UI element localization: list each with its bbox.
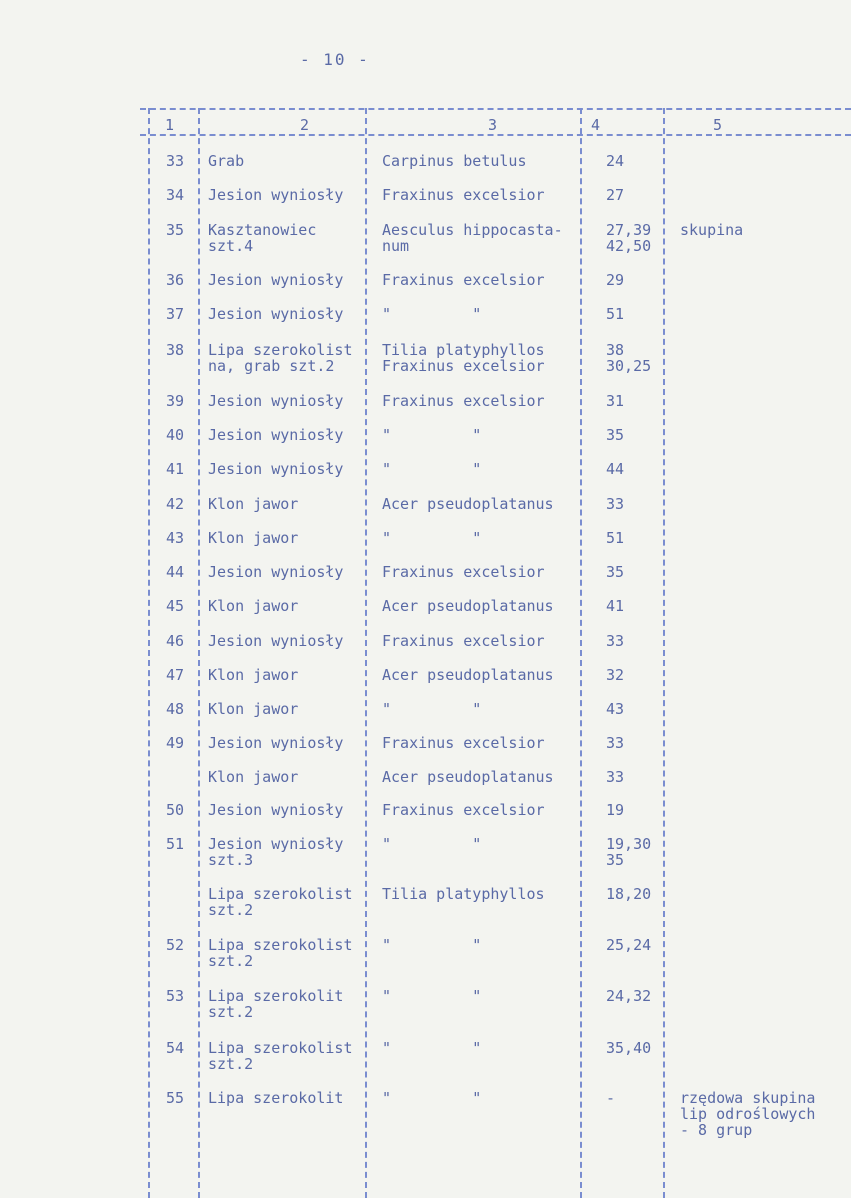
latin-name-cell: Fraxinus excelsior: [382, 186, 545, 204]
latin-name-cell: " ": [382, 835, 482, 853]
row-number-cell: 42: [165, 495, 185, 513]
common-name-cell: Jesion wyniosły: [208, 271, 344, 289]
common-name-cell: Klon jawor: [208, 768, 299, 786]
measurement-cell: 31: [606, 392, 625, 410]
row-number-cell: 38: [165, 341, 185, 359]
row-number-cell: 49: [165, 734, 185, 752]
row-number-cell: 47: [165, 666, 185, 684]
row-number-cell: 51: [165, 835, 185, 853]
latin-name-cell: " ": [382, 305, 482, 323]
measurement-cell: -: [606, 1089, 616, 1107]
latin-name-cell: Tilia platyphyllos Fraxinus excelsior: [382, 341, 545, 375]
row-number-cell: 44: [165, 563, 185, 581]
row-number-cell: 48: [165, 700, 185, 718]
latin-name-cell: " ": [382, 529, 482, 547]
column-header: 2: [300, 116, 310, 134]
row-number-cell: 52: [165, 936, 185, 954]
measurement-cell: 29: [606, 271, 625, 289]
common-name-cell: Lipa szerokolist szt.2: [208, 885, 353, 919]
common-name-cell: Klon jawor: [208, 529, 299, 547]
latin-name-cell: " ": [382, 987, 482, 1005]
common-name-cell: Lipa szerokolit: [208, 1089, 344, 1107]
measurement-cell: 43: [606, 700, 625, 718]
measurement-cell: 24,32: [606, 987, 652, 1005]
row-number-cell: 34: [165, 186, 185, 204]
row-number-cell: 43: [165, 529, 185, 547]
common-name-cell: Jesion wyniosły: [208, 734, 344, 752]
latin-name-cell: Aesculus hippocasta- num: [382, 221, 563, 255]
row-number-cell: 53: [165, 987, 185, 1005]
common-name-cell: Kasztanowiec szt.4: [208, 221, 317, 255]
column-divider: [148, 108, 150, 1198]
row-number-cell: 45: [165, 597, 185, 615]
measurement-cell: 24: [606, 152, 625, 170]
page-number: - 10 -: [300, 50, 370, 69]
row-number-cell: 54: [165, 1039, 185, 1057]
measurement-cell: 38 30,25: [606, 341, 652, 375]
common-name-cell: Lipa szerokolist szt.2: [208, 936, 353, 970]
common-name-cell: Jesion wyniosły szt.3: [208, 835, 344, 869]
latin-name-cell: Fraxinus excelsior: [382, 271, 545, 289]
latin-name-cell: " ": [382, 700, 482, 718]
common-name-cell: Grab: [208, 152, 245, 170]
measurement-cell: 33: [606, 768, 625, 786]
measurement-cell: 25,24: [606, 936, 652, 954]
measurement-cell: 41: [606, 597, 625, 615]
latin-name-cell: Fraxinus excelsior: [382, 563, 545, 581]
column-header: 3: [488, 116, 498, 134]
measurement-cell: 27: [606, 186, 625, 204]
measurement-cell: 35,40: [606, 1039, 652, 1057]
latin-name-cell: " ": [382, 1039, 482, 1057]
common-name-cell: Jesion wyniosły: [208, 305, 344, 323]
latin-name-cell: Acer pseudoplatanus: [382, 666, 554, 684]
measurement-cell: 35: [606, 563, 625, 581]
latin-name-cell: Fraxinus excelsior: [382, 392, 545, 410]
row-number-cell: 46: [165, 632, 185, 650]
common-name-cell: Klon jawor: [208, 700, 299, 718]
latin-name-cell: " ": [382, 936, 482, 954]
common-name-cell: Klon jawor: [208, 597, 299, 615]
common-name-cell: Jesion wyniosły: [208, 563, 344, 581]
column-divider: [198, 108, 200, 1198]
common-name-cell: Jesion wyniosły: [208, 460, 344, 478]
measurement-cell: 44: [606, 460, 625, 478]
measurement-cell: 33: [606, 495, 625, 513]
common-name-cell: Klon jawor: [208, 666, 299, 684]
common-name-cell: Klon jawor: [208, 495, 299, 513]
row-number-cell: 36: [165, 271, 185, 289]
row-number-cell: 55: [165, 1089, 185, 1107]
row-number-cell: 40: [165, 426, 185, 444]
row-number-cell: 33: [165, 152, 185, 170]
measurement-cell: 33: [606, 734, 625, 752]
measurement-cell: 19,30 35: [606, 835, 652, 869]
common-name-cell: Jesion wyniosły: [208, 392, 344, 410]
latin-name-cell: Fraxinus excelsior: [382, 632, 545, 650]
table-header-rule: [140, 134, 851, 136]
latin-name-cell: " ": [382, 460, 482, 478]
common-name-cell: Lipa szerokolist na, grab szt.2: [208, 341, 353, 375]
latin-name-cell: " ": [382, 426, 482, 444]
common-name-cell: Jesion wyniosły: [208, 801, 344, 819]
measurement-cell: 32: [606, 666, 625, 684]
latin-name-cell: Tilia platyphyllos: [382, 885, 545, 903]
common-name-cell: Jesion wyniosły: [208, 632, 344, 650]
latin-name-cell: " ": [382, 1089, 482, 1107]
latin-name-cell: Acer pseudoplatanus: [382, 495, 554, 513]
column-header: 1: [165, 116, 175, 134]
latin-name-cell: Acer pseudoplatanus: [382, 768, 554, 786]
measurement-cell: 27,39 42,50: [606, 221, 652, 255]
latin-name-cell: Fraxinus excelsior: [382, 801, 545, 819]
column-header: 4: [591, 116, 601, 134]
common-name-cell: Lipa szerokolist szt.2: [208, 1039, 353, 1073]
measurement-cell: 18,20: [606, 885, 652, 903]
table-top-rule: [140, 108, 851, 110]
remark-cell: rzędowa skupina lip odroślowych - 8 grup: [680, 1089, 816, 1139]
row-number-cell: 41: [165, 460, 185, 478]
measurement-cell: 33: [606, 632, 625, 650]
common-name-cell: Jesion wyniosły: [208, 426, 344, 444]
measurement-cell: 35: [606, 426, 625, 444]
common-name-cell: Lipa szerokolit szt.2: [208, 987, 344, 1021]
latin-name-cell: Carpinus betulus: [382, 152, 527, 170]
measurement-cell: 51: [606, 529, 625, 547]
row-number-cell: 35: [165, 221, 185, 239]
remark-cell: skupina: [680, 221, 744, 239]
measurement-cell: 51: [606, 305, 625, 323]
row-number-cell: 50: [165, 801, 185, 819]
measurement-cell: 19: [606, 801, 625, 819]
latin-name-cell: Acer pseudoplatanus: [382, 597, 554, 615]
row-number-cell: 39: [165, 392, 185, 410]
latin-name-cell: Fraxinus excelsior: [382, 734, 545, 752]
column-header: 5: [713, 116, 723, 134]
common-name-cell: Jesion wyniosły: [208, 186, 344, 204]
row-number-cell: 37: [165, 305, 185, 323]
